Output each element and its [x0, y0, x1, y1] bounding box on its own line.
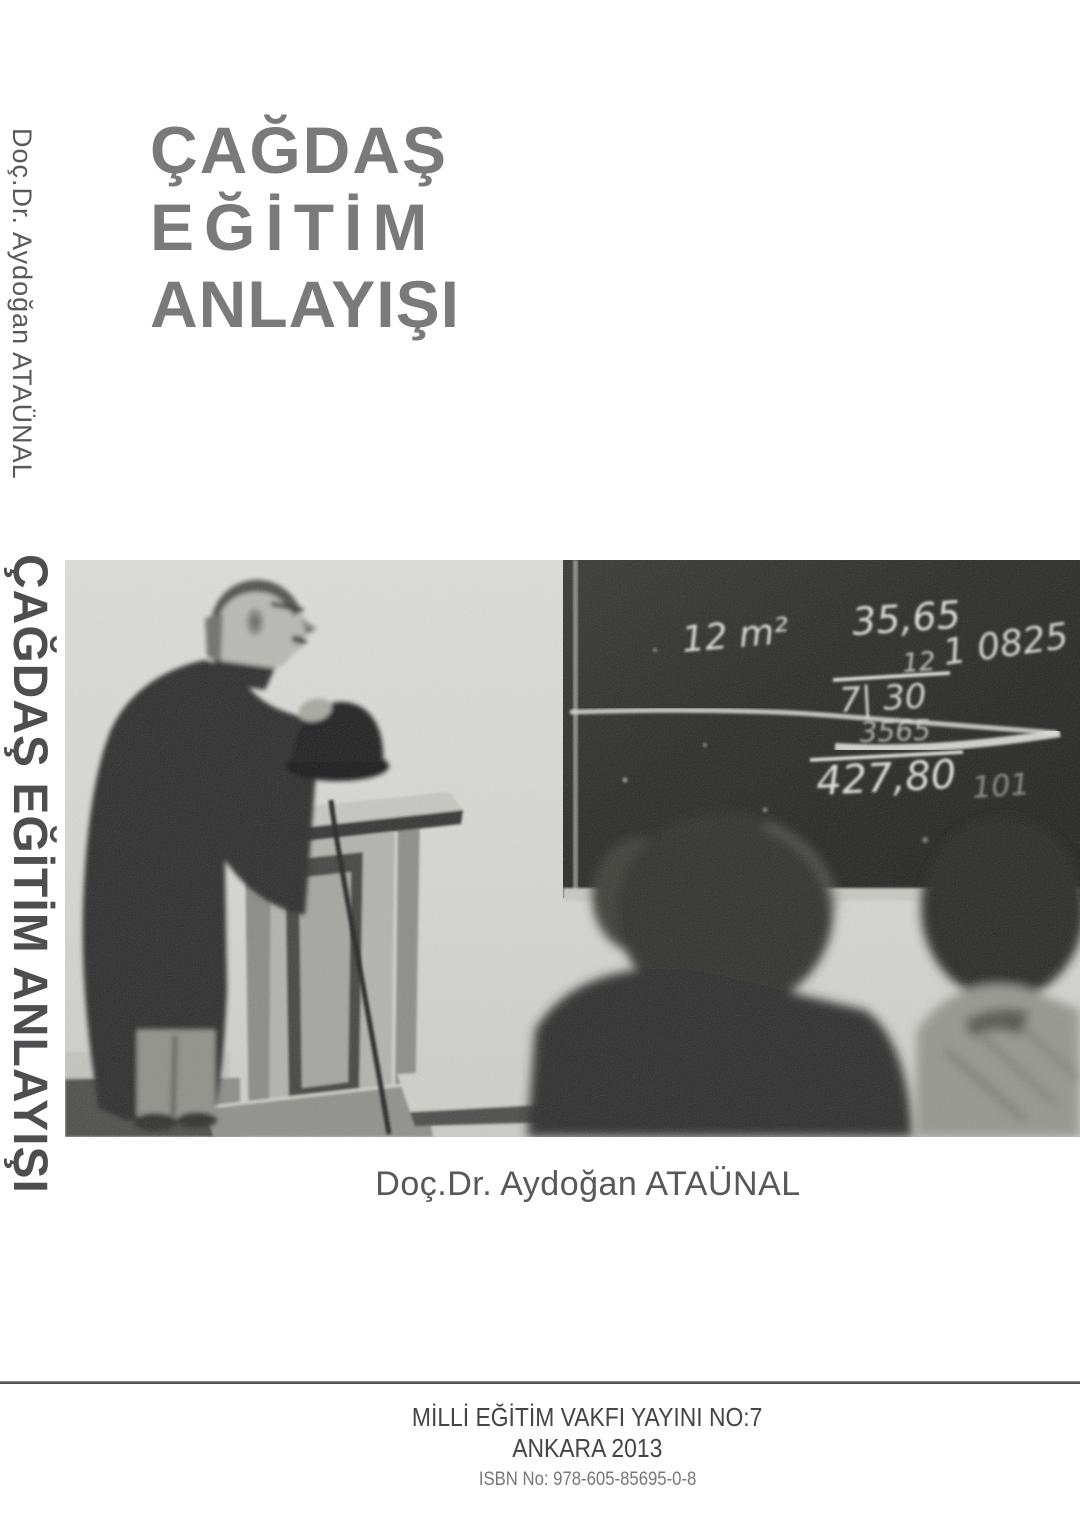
city-year-line: ANKARA 2013	[512, 1433, 663, 1463]
cover-photo	[65, 560, 1080, 1137]
footer	[95, 1402, 1080, 1493]
book-title	[150, 112, 460, 343]
publisher-line: MİLLİ EĞİTİM VAKFI YAYINI NO:7	[412, 1402, 763, 1432]
isbn-line: ISBN No: 978-605-85695-0-8	[478, 1469, 697, 1490]
spine-title-vertical: ÇAĞDAŞ EĞİTİM ANLAYIŞI	[3, 554, 56, 1194]
book-title-line-3: ANLAYIŞI	[150, 267, 460, 341]
author-name: Doç.Dr. Aydoğan ATAÜNAL	[375, 1165, 801, 1203]
book-title-line-2: EĞİTİM	[150, 190, 438, 264]
photo-grain-overlay	[65, 560, 1080, 1137]
footer-divider	[0, 1381, 1080, 1384]
spine-author-vertical: Doç.Dr. Aydoğan ATAÜNAL	[7, 128, 37, 480]
book-title-line-1: ÇAĞDAŞ	[150, 113, 449, 187]
